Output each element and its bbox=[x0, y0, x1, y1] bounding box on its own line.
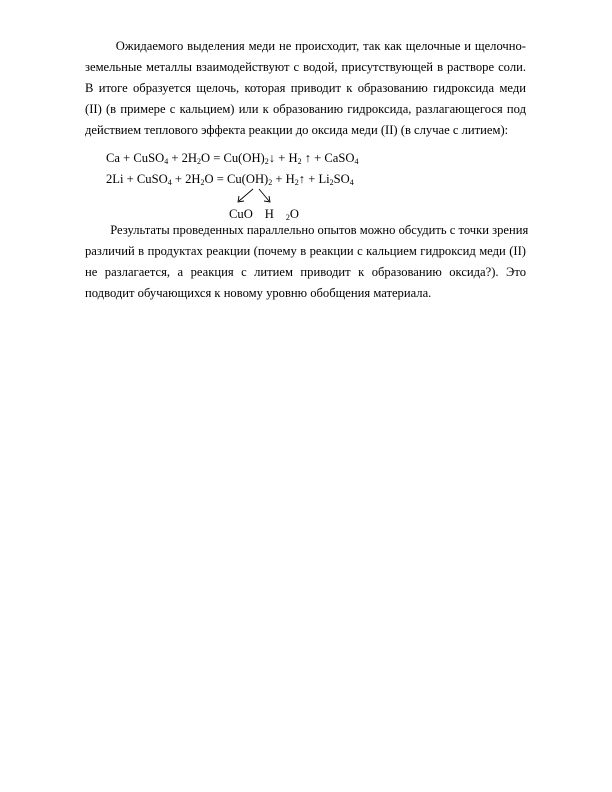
arrow-left-line bbox=[239, 189, 253, 201]
eq-part: O = Cu(OH) bbox=[204, 172, 269, 186]
eq-sub: 2 bbox=[200, 178, 205, 187]
eq-sub: 2 bbox=[297, 157, 302, 166]
text-line: действием теплового эффекта реакции до оксида меди (II) (в случае с литием): bbox=[85, 123, 509, 137]
eq-part: 2Li + CuSO bbox=[106, 172, 168, 186]
eq-part: SO bbox=[333, 172, 350, 186]
text-line: (II) (в примере с кальцием) или к образованию гидроксида, разлагающегося под bbox=[85, 102, 526, 116]
paragraph-conclusion bbox=[85, 220, 529, 304]
eq-sub: 4 bbox=[164, 157, 169, 166]
eq-part: O = Cu(OH) bbox=[200, 151, 265, 165]
text-line: земельные металлы взаимодействуют с водой, присутствующей в растворе соли. bbox=[85, 60, 526, 74]
eq-part: ↑ + CaSO bbox=[301, 151, 355, 165]
eq-part: O bbox=[289, 207, 300, 221]
product-cuo: CuO bbox=[229, 207, 253, 221]
text-line: подводит обучающихся к новому уровню обобщения материала. bbox=[85, 286, 432, 300]
arrow-right-line bbox=[259, 189, 269, 201]
eq-part: + 2H bbox=[168, 151, 197, 165]
text-line: Ожидаемого выделения меди не происходит, так как щелочные и щелочно- bbox=[85, 39, 526, 53]
paragraph-intro bbox=[85, 36, 526, 141]
eq-part: + H bbox=[272, 172, 295, 186]
eq-part: + 2H bbox=[171, 172, 201, 186]
equation-calcium bbox=[106, 148, 359, 169]
eq-part: Ca + CuSO bbox=[106, 151, 165, 165]
eq-sub: 2 bbox=[285, 213, 290, 222]
eq-sub: 2 bbox=[268, 178, 273, 187]
decomposition-arrows-icon bbox=[225, 186, 285, 206]
eq-sub: 2 bbox=[196, 157, 201, 166]
product-water bbox=[265, 207, 311, 221]
text-line: Результаты проведенных параллельно опытов можно обсудить с точки зрения bbox=[85, 223, 529, 237]
text-line: различий в продуктах реакции (почему в реакции с кальцием гидроксид меди (II) bbox=[85, 244, 526, 258]
eq-part: ↑ + Li bbox=[298, 172, 330, 186]
eq-sub: 2 bbox=[329, 178, 334, 187]
eq-sub: 4 bbox=[354, 157, 359, 166]
eq-part: H bbox=[264, 207, 274, 221]
eq-sub: 4 bbox=[167, 178, 172, 187]
text-line: не разлагается, а реакция с литием приводит к образованию оксида?). Это bbox=[85, 265, 526, 279]
eq-sub: 4 bbox=[349, 178, 354, 187]
eq-sub: 2 bbox=[264, 157, 269, 166]
eq-sub: 2 bbox=[294, 178, 299, 187]
text-line: В итоге образуется щелочь, которая приводит к образованию гидроксида меди bbox=[85, 81, 526, 95]
eq-part: ↓ + H bbox=[268, 151, 298, 165]
